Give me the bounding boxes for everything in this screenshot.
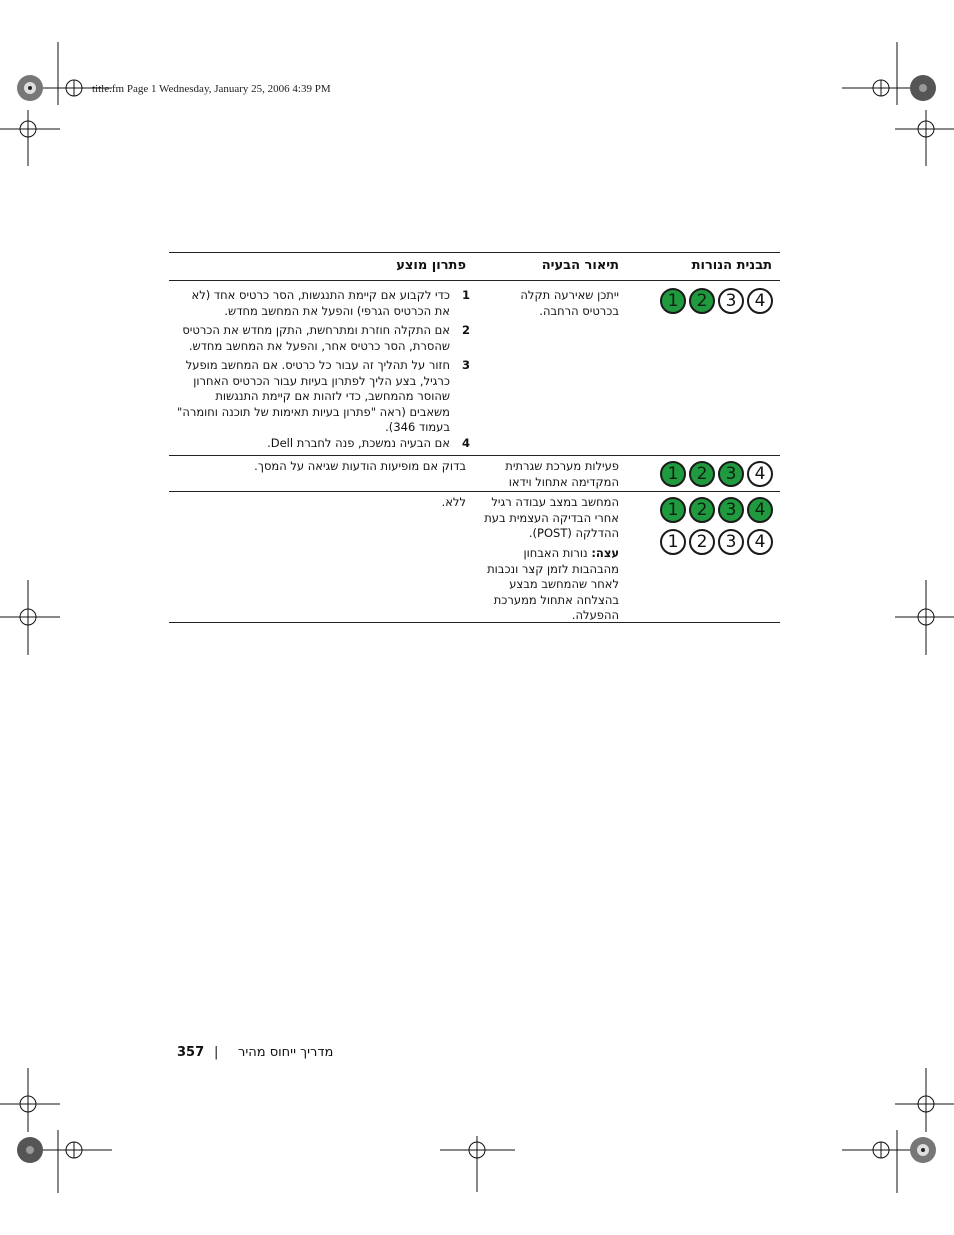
step-number: 4 <box>461 436 470 450</box>
diagnostic-light-3: 3 <box>718 529 744 555</box>
solution-text: בדוק אם מופיעות הודעות שגיאה על המסך. <box>254 459 466 473</box>
step-text: חזור על תהליך זה עבור כל כרטיס. אם המחשב מופעל כרגיל, בצע הליך לפתרון בעיות עבור הכרטיס האחרון שהוסר מהמחשב, כדי לזהות אם קיימת התנגשות משאבים (ראה "פתרון בעיות תאימות של תוכנה וחומרה" בעמוד 346). <box>177 358 450 434</box>
diagnostic-light-1: 1 <box>660 288 686 314</box>
problem-description: המחשב במצב עבודה רגיל אחרי הבדיקה העצמית בעת ההדלקה (POST). <box>484 495 619 540</box>
problem-description: ייתכן שאירעה תקלה בכרטיס הרחבה. <box>520 288 619 318</box>
diagnostic-light-3: 3 <box>718 288 744 314</box>
solution-text: ללא. <box>441 495 466 509</box>
tip-note <box>479 546 619 624</box>
table-bottom-rule <box>169 622 780 623</box>
footer-separator: | <box>214 1045 219 1060</box>
tip-text: נורות האבחון מהבהבות לזמן קצר ונכבות לאחר שהמחשב מבצע בהצלחה אתחול ממערכת ההפעלה. <box>487 546 619 622</box>
diagnostic-light-3: 3 <box>718 461 744 487</box>
diagnostic-light-4: 4 <box>747 288 773 314</box>
problem-description: פעילות מערכת שגרתית המקדימה אתחול וידאו <box>505 459 619 489</box>
diagnostic-light-2: 2 <box>689 288 715 314</box>
solution-step <box>170 288 470 322</box>
diagnostic-light-4: 4 <box>747 529 773 555</box>
diagnostic-light-1: 1 <box>660 461 686 487</box>
table-top-rule <box>169 252 780 253</box>
solution-step <box>170 358 470 434</box>
solution-step <box>170 436 470 454</box>
solution-step <box>170 323 470 357</box>
print-stamp: title.fm Page 1 Wednesday, January 25, 2006 4:39 PM <box>92 83 331 95</box>
row-rule <box>169 491 780 492</box>
step-number: 2 <box>461 323 470 337</box>
header-pattern: תבנית הנורות <box>691 258 772 273</box>
header-description: תיאור הבעיה <box>541 258 619 273</box>
step-text: אם הבעיה נמשכת, פנה לחברת Dell. <box>267 436 450 450</box>
diagnostic-light-2: 2 <box>689 497 715 523</box>
diagnostic-light-1: 1 <box>660 497 686 523</box>
tip-label: עצה: <box>591 546 619 560</box>
step-text: אם התקלה חוזרת ומתרחשת, התקן מחדש את הכרטיס שהסרת, הסר כרטיס אחר, והפעל את המחשב מחדש. <box>182 323 450 353</box>
diagnostic-light-4: 4 <box>747 497 773 523</box>
header-solution: פתרון מוצע <box>396 258 466 273</box>
row-rule <box>169 455 780 456</box>
step-text: כדי לקבוע אם קיימת התנגשות, הסר כרטיס אחד (לא את הכרטיס הגרפי) והפעל את המחשב מחדש. <box>191 288 450 318</box>
diagnostic-light-2: 2 <box>689 461 715 487</box>
step-number: 1 <box>461 288 470 302</box>
diagnostic-light-4: 4 <box>747 461 773 487</box>
diagnostic-light-3: 3 <box>718 497 744 523</box>
diagnostic-light-2: 2 <box>689 529 715 555</box>
diagnostic-light-1: 1 <box>660 529 686 555</box>
step-number: 3 <box>461 358 470 372</box>
header-rule <box>169 280 780 281</box>
page-number: 357 <box>177 1045 205 1060</box>
footer-title: מדריך ייחוס מהיר <box>238 1045 334 1060</box>
